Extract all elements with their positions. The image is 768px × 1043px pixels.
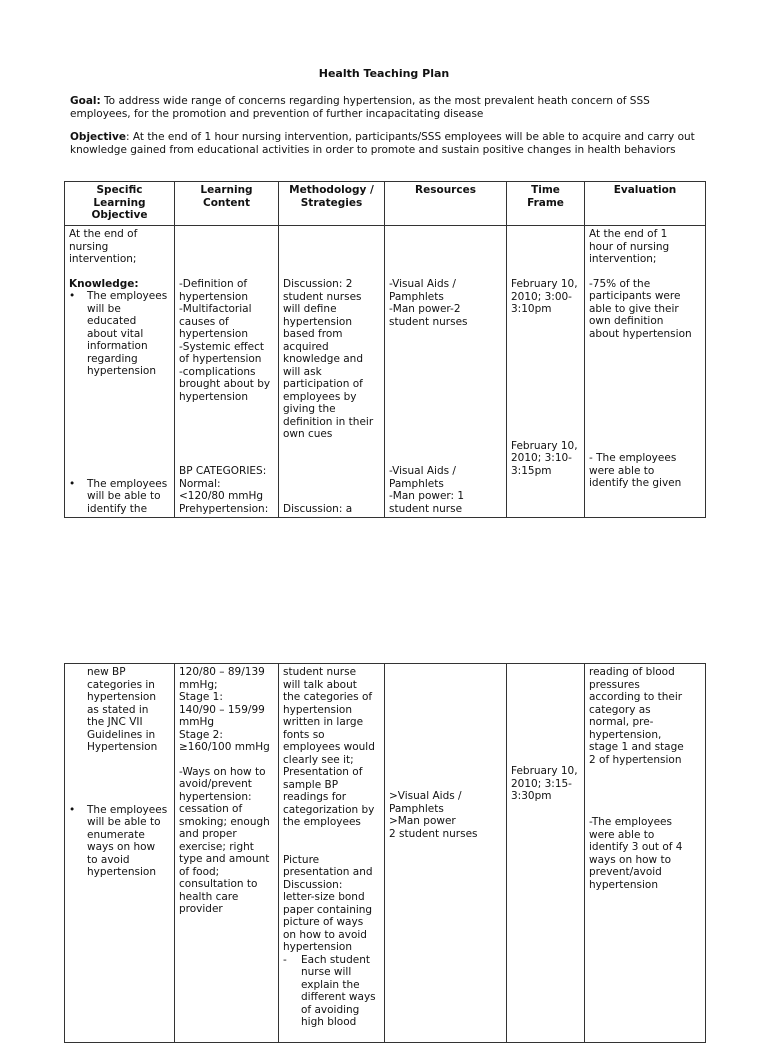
- goal-paragraph: [70, 95, 710, 120]
- list-item: • The employees will be able to identify the: [69, 477, 168, 515]
- resources-1: -Visual Aids / Pamphlets -Man power-2 student nurses: [389, 278, 468, 328]
- content-bp-categories: BP CATEGORIES: Normal: <120/80 mmHg Prehypertension:: [179, 465, 269, 515]
- header-resources: Resources: [385, 182, 507, 226]
- cell-resources: [385, 664, 507, 1043]
- time-frame-3: February 10, 2010; 3:15- 3:30pm: [511, 765, 578, 802]
- objective-intro: At the end of nursing intervention;: [69, 228, 138, 265]
- knowledge-heading: Knowledge:: [69, 277, 139, 290]
- cell-learning-content: [175, 226, 279, 518]
- header-time-frame: Time Frame: [507, 182, 585, 226]
- list-item: - Each student nurse will explain the different ways of avoiding high blood: [283, 953, 376, 1028]
- cell-evaluation: [585, 226, 706, 518]
- evaluation-2: - The employees were able to identify the given: [589, 452, 682, 489]
- header-specific-learning-objective: Specific Learning Objective: [65, 182, 175, 226]
- cell-time-frame: [507, 226, 585, 518]
- list-item: • The employees will be able to enumerate ways on how to avoid hypertension: [69, 803, 168, 878]
- time-frame-2: February 10, 2010; 3:10- 3:15pm: [511, 439, 578, 477]
- header-methodology: Methodology / Strategies: [279, 182, 385, 226]
- evaluation-intro: At the end of 1 hour of nursing intervention;: [589, 228, 670, 265]
- method-continued: student nurse will talk about the categories of hypertension written in large fonts so employees would clearly see it; Presentation of sample BP readings for categorization by the employees: [283, 666, 375, 828]
- objective-text: : At the end of 1 hour nursing intervention, participants/SSS employees will be able to acquire and carry out knowledge gained from educational activities in order to promote and sustain positive changes in health behaviors: [70, 131, 695, 156]
- cell-time-frame: [507, 664, 585, 1043]
- method-discussion-2: Discussion: a: [283, 502, 353, 515]
- resources-3: >Visual Aids / Pamphlets >Man power 2 student nurses: [389, 790, 478, 840]
- evaluation-1: -75% of the participants were able to give their own definition about hypertension: [589, 277, 692, 340]
- cell-learning-content: [175, 664, 279, 1043]
- cell-methodology: [279, 226, 385, 518]
- goal-text: To address wide range of concerns regarding hypertension, as the most prevalent heath concern of SSS employees, for the promotion and prevention of further incapacitating disease: [70, 95, 650, 120]
- document-title: Health Teaching Plan: [318, 67, 450, 80]
- method-discussion-1: Discussion: 2 student nurses will define hypertension based from acquired knowledge and will ask participation of employees by giving the definition in their own cues: [283, 278, 374, 440]
- content-prevention: -Ways on how to avoid/prevent hypertension: cessation of smoking; enough and proper exercise; right type and amount of food; consultation to health care provider: [179, 765, 270, 915]
- header-learning-content: Learning Content: [175, 182, 279, 226]
- time-frame-1: February 10, 2010; 3:00- 3:10pm: [511, 278, 578, 315]
- list-item: • The employees will be educated about vital information regarding hypertension: [69, 290, 168, 377]
- header-evaluation: Evaluation: [585, 182, 706, 226]
- evaluation-3: -The employees were able to identify 3 out of 4 ways on how to prevent/avoid hypertension: [589, 816, 683, 891]
- cell-methodology: [279, 664, 385, 1043]
- resources-2: -Visual Aids / Pamphlets -Man power: 1 student nurse: [389, 465, 465, 515]
- cell-resources: [385, 226, 507, 518]
- objective-paragraph: [70, 131, 710, 156]
- objective-continued: new BP categories in hypertension as stated in the JNC VII Guidelines in Hypertension: [87, 666, 158, 753]
- cell-objective: [65, 664, 175, 1043]
- method-picture-presentation: Picture presentation and Discussion: letter-size bond paper containing picture of ways on how to avoid hypertension: [283, 853, 373, 953]
- evaluation-continued: reading of blood pressures according to their category as normal, pre- hypertension, stage 1 and stage 2 of hypertension: [589, 666, 684, 766]
- teaching-plan-table-page-1: [64, 181, 706, 518]
- objective-label: Objective: [70, 131, 126, 143]
- cell-objective: [65, 226, 175, 518]
- goal-label: Goal:: [70, 95, 101, 107]
- cell-evaluation: [585, 664, 706, 1043]
- content-definition: -Definition of hypertension -Multifactorial causes of hypertension -Systemic effect of hypertension -complications brought about by hypertension: [179, 278, 271, 403]
- content-bp-stages: 120/80 – 89/139 mmHg; Stage 1: 140/90 – 159/99 mmHg Stage 2: ≥160/100 mmHg: [179, 666, 270, 753]
- teaching-plan-table-page-2: [64, 663, 706, 1043]
